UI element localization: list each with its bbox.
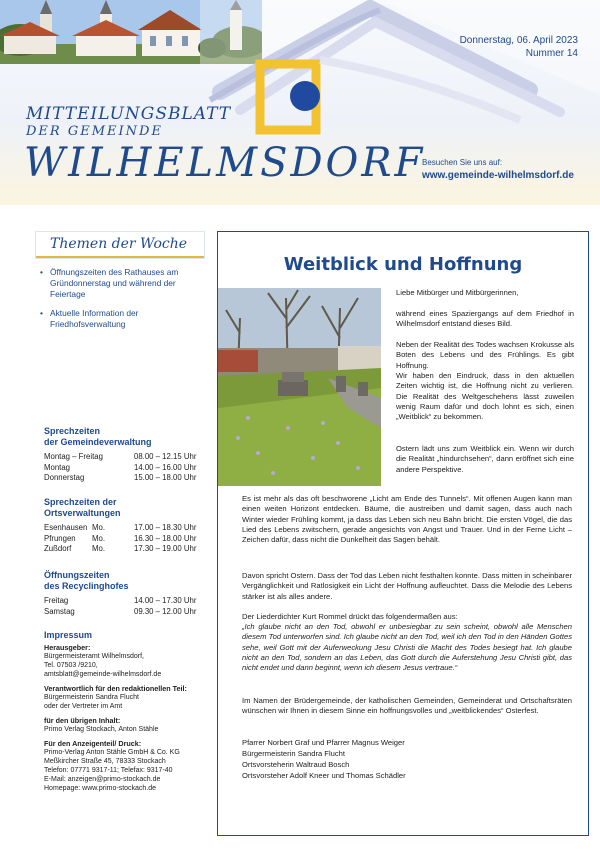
masthead-line-2: DER GEMEINDE [26,124,163,139]
signature-line: Ortsvorsteher Adolf Kneer und Thomas Schädler [242,771,406,780]
impressum-label: Verantwortlich für den redaktionellen Teil: [44,684,187,693]
article-paragraph: Im Namen der Brüdergemeinde, der katholischen Gemeinden, Gemeinderat und Ortschaftsräten wünschen wir Ihnen in diesem Sinne ein hoffnungsvolles und „weitblickendes“ Osterfest. [242,696,572,716]
cemetery-photo [218,288,381,486]
homepage-link[interactable]: Homepage: www.primo-stockach.de [44,785,157,792]
visit-label: Besuchen Sie uns auf: [422,158,503,167]
article-paragraph: Liebe Mitbürger und Mitbürgerinnen, [396,288,519,297]
signature-line: Pfarrer Norbert Graf und Pfarrer Magnus Weiger [242,738,405,747]
article-paragraph: Neben der Realität des Todes wachsen Krokusse als Boten des Lebens und des Frühlings. Es gibt Hoffnung. [396,340,574,370]
recycling-heading: Öffnungszeiten des Recyclinghofes [44,570,129,591]
themen-heading-box [36,232,204,258]
table-row: Montag 14.00 – 16.00 Uhr [44,462,197,472]
article-paragraph: Ostern lädt uns zum Weitblick ein. Wenn wir durch die Realität „hindurchsehen“, dann eröffnet sich eine andere Perspektive. [396,444,574,474]
table-row: Montag – Freitag 08.00 – 12.15 Uhr [44,452,197,461]
ortsverwaltungen-section [44,497,214,555]
recycling-section [44,570,214,617]
themen-item[interactable]: • Öffnungszeiten des Rathauses am Gründonnerstag und während der Feiertage [40,267,202,300]
article-paragraph: Davon spricht Ostern. Dass der Tod das Leben nicht festhalten konnte. Dass mitten in scheinbarer Vergänglichkeit und Ratlosigkeit ein Licht der Hoffnung aufleuchtet. Dass die Melodie des Lebens stärker ist als alles andere. [242,571,572,601]
impressum-label: für den übrigen Inhalt: [44,716,121,725]
impressum-label: Herausgeber: [44,643,91,652]
impressum-label: Für den Anzeigenteil/ Druck: [44,739,142,748]
issue-date: Donnerstag, 06. April 2023 [459,35,578,46]
article-quote: „Ich glaube nicht an den Tod, obwohl er unbesiegbar zu sein scheint, obwohl alle Menschen diesem Tod unterworfen sind. Ich glaube nicht an den Tod, weil ich den Tod in den Händen Gottes sehe, weil Gott mit der Auferweckung Jesu Christi die Macht des Todes besiegt hat. Ich glaube nicht an den Tod, sondern an das Leben, das Gott durch die Auferstehung Jesu Christi gibt, das nicht endet und dann beginnt, wenn ich diesem Jesus vertraue.“ [242,622,572,673]
email-link[interactable]: amtsblatt@gemeinde-wilhelmsdorf.de [44,671,162,678]
masthead-line-1: MITTEILUNGSBLATT [26,104,232,124]
article-box [217,231,589,836]
masthead-title: WILHELMSDORF [24,140,426,186]
masthead [0,0,600,205]
signature-line: Bürgermeisterin Sandra Flucht [242,749,345,758]
article-paragraph: Der Liederdichter Kurt Rommel drückt das folgendermaßen aus: [242,612,458,621]
impressum-section: Impressum Herausgeber: Bürgermeisteramt Wilhelmsdorf, Tel. 07503 /9210, amtsblatt@gemeinde-wilhelmsdorf.de Verantwortlich für den redaktionellen Teil: Bürgermeisterin Sandra Flucht oder der Vertreter im Amt für den übrigen Inhalt: Primo Verlag Stockach, Anton Stähle Für den Anzeigenteil/ Druck: Primo-Verlag Anton Stähle GmbH & Co. KG Meßkircher Straße 45, 78333 Stockach Telefon: 07771 9317-11; Telefax: 9317-40 E-Mail: anzeigen@primo-stockach.de Homepage: www.primo-stockach.de [44,630,214,793]
article-paragraph: während eines Spaziergangs auf dem Friedhof in Wilhelmsdorf entstand dieses Bild. [396,309,574,329]
table-row: Esenhausen Mo. 17.00 – 18.30 Uhr [44,523,197,532]
signature-line: Ortsvorsteherin Waltraud Bosch [242,760,350,769]
table-row: Pfrungen Mo. 16.30 – 18.00 Uhr [44,533,197,543]
themen-item[interactable]: • Aktuelle Information der Friedhofsverwaltung [40,308,202,330]
sprechzeiten-heading: Sprechzeiten der Gemeindeverwaltung [44,426,152,447]
article-title: Weitblick und Hoffnung [283,254,523,275]
impressum-heading: Impressum [44,630,93,640]
table-row: Freitag 14.00 – 17.30 Uhr [44,596,197,605]
sprechzeiten-section [44,426,214,484]
article-paragraph: Es ist mehr als das oft beschworene „Licht am Ende des Tunnels“. Mit offenen Augen kann man einen weiten Horizont entdecken. Bäume, die austreiben und damit sagen, dass auch nach Winter wieder Frühling kommt, ja dass das Leben sich neu Bahn bricht. Die ersten Vögel, die das Lied des Lebens zwitschern, gerade angesichts von Angst und Trauer. Und in der Ferne Licht – Zeichen dafür, dass nicht die Dunkelheit das Sagen behält. [242,494,572,545]
table-row: Zußdorf Mo. 17.30 – 19.00 Uhr [44,544,197,554]
email-link[interactable]: E-Mail: anzeigen@primo-stockach.de [44,776,161,783]
ortsverwaltungen-heading: Sprechzeiten der Ortsverwaltungen [44,497,121,518]
issue-info [460,34,578,60]
table-row: Samstag 09.30 – 12.00 Uhr [44,606,197,616]
article-paragraph: Wir haben den Eindruck, dass in den aktuellen Zeiten wichtig ist, die Hoffnung nicht zu verlieren. Die Realität des Weltgeschehens lässt zuweilen wenig Raum dafür und doch lohnt es sich, einen „Weitblick“ zu bekommen. [396,371,574,422]
issue-number: Nummer 14 [525,48,578,59]
table-row: Donnerstag 15.00 – 18.00 Uhr [44,473,197,483]
themen-heading: Themen der Woche [50,236,188,252]
website-link[interactable]: www.gemeinde-wilhelmsdorf.de [422,170,574,181]
themen-list [40,267,202,338]
